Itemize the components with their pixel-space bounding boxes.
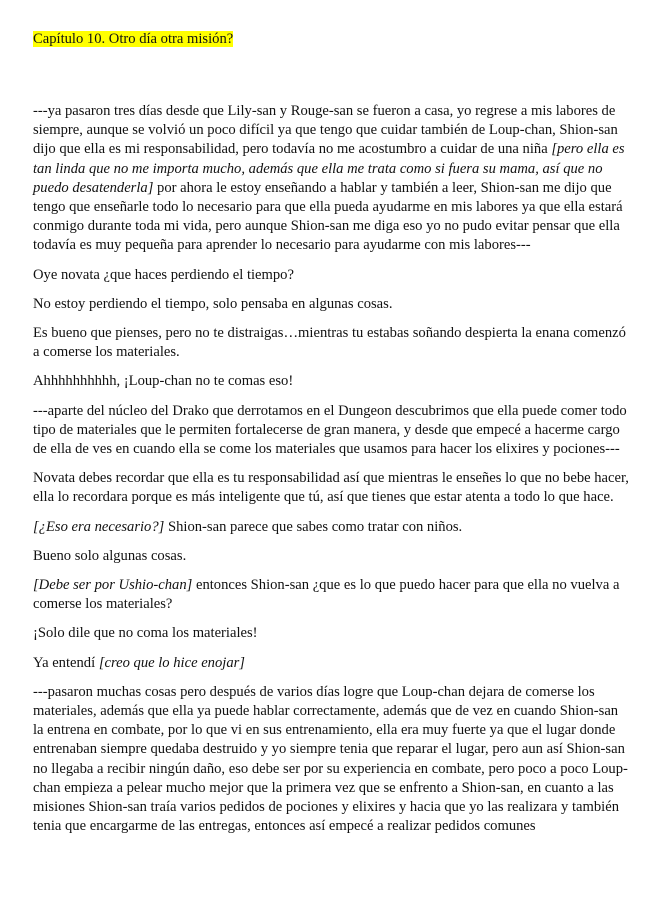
paragraph xyxy=(33,469,632,507)
paragraph xyxy=(33,518,632,537)
italic-thought-text: [¿Eso era necesario?] xyxy=(33,518,165,535)
paragraph-text: por ahora le estoy enseñando a hablar y también a leer, Shion-san me dijo que tengo que enseñarle todo lo necesario para que ella pueda ayudarme en mis labores ya que ella estará conmigo durante toda mi vida, pero aunque Shion-san me diga eso yo no pudo evitar pensar que ella todavía es muy pequeña para aprender lo necesario para ayudarme con mis labores--- xyxy=(33,179,623,254)
chapter-title-wrap xyxy=(33,30,632,50)
italic-thought-text: [creo que lo hice enojar] xyxy=(98,654,245,671)
paragraph-text: ---pasaron muchas cosas pero después de varios días logre que Loup-chan dejara de comerse los materiales, además que ella ya puede hablar correctamente, además que de vez en cuando Shion-san la entrena en combate, por lo que vi en sus entrenamiento, ella era muy fuerte ya que el lugar donde entrenaban siempre quedaba destruido y yo siempre tenia que reparar el lugar, pero aun así Shion-san no llegaba a recibir ningún daño, eso debe ser por su experiencia en combate, pero poco a poco Loup-chan empieza a pelear mucho mejor que la primera vez que se enfrento a Shion-san, en cuanto a las misiones Shion-san traía varios pedidos de pociones y elixires y hacia que yo las realizara y también tenia que encargarme de las entregas, entonces así empecé a realizar pedidos comunes xyxy=(33,683,628,835)
paragraph-text: ---aparte del núcleo del Drako que derrotamos en el Dungeon descubrimos que ella puede comer todo tipo de materiales que le permiten fortalecerse de gran manera, y desde que empecé a hacerme cargo de ella de ves en cuando ella se come los materiales que usamos para hacer los elixires y pociones--- xyxy=(33,402,627,458)
paragraph-text: No estoy perdiendo el tiempo, solo pensaba en algunas cosas. xyxy=(33,295,393,312)
paragraph-text: Ya entendí xyxy=(33,654,99,671)
paragraph xyxy=(33,683,632,837)
paragraph xyxy=(33,372,632,391)
document-body xyxy=(33,102,632,837)
chapter-title: Capítulo 10. Otro día otra misión? xyxy=(33,31,234,47)
paragraph xyxy=(33,402,632,460)
paragraph-text: Bueno solo algunas cosas. xyxy=(33,547,187,564)
paragraph xyxy=(33,547,632,566)
paragraph-text: ---ya pasaron tres días desde que Lily-san y Rouge-san se fueron a casa, yo regrese a mis labores de siempre, aunque se volvió un poco difícil ya que tengo que cuidar también de Loup-chan, Shion-san dijo que ella es mi responsabilidad, pero todavía no me acostumbro a cuidar de una niña xyxy=(33,103,618,158)
paragraph-text: Es bueno que pienses, pero no te distraigas…mientras tu estabas soñando despierta la enana comenzó a comerse los materiales. xyxy=(33,325,626,361)
paragraph-text: Oye novata ¿que haces perdiendo el tiempo? xyxy=(33,266,294,283)
paragraph xyxy=(33,295,632,314)
italic-thought-text: [Debe ser por Ushio-chan] xyxy=(33,577,193,594)
paragraph-text: Novata debes recordar que ella es tu responsabilidad así que mientras le enseñes lo que no bebe hacer, ella lo recordara porque es más inteligente que tú, así que tienes que estar atenta a todo lo que hace. xyxy=(33,470,629,506)
paragraph xyxy=(33,654,632,673)
paragraph-text: ¡Solo dile que no coma los materiales! xyxy=(33,625,258,642)
paragraph xyxy=(33,624,632,643)
italic-thought-text: [pero ella es tan linda que no me importa mucho, además que ella me trata como si fuera su mama, así que no puedo desatenderla] xyxy=(33,141,625,196)
paragraph-text: Shion-san parece que sabes como tratar con niños. xyxy=(164,518,463,535)
paragraph xyxy=(33,576,632,614)
paragraph-text: Ahhhhhhhhhh, ¡Loup-chan no te comas eso! xyxy=(33,373,294,390)
paragraph xyxy=(33,102,632,256)
paragraph xyxy=(33,324,632,362)
paragraph xyxy=(33,266,632,285)
paragraph-text: entonces Shion-san ¿que es lo que puedo hacer para que ella no vuelva a comerse los materiales? xyxy=(33,577,620,613)
